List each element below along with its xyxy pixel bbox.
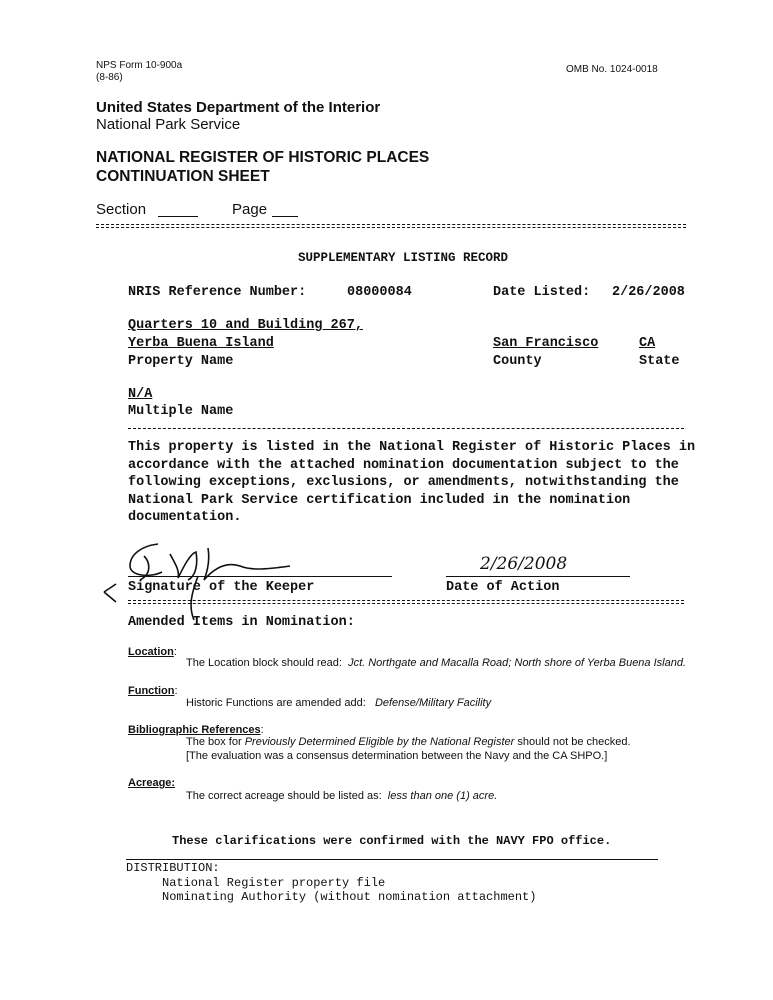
date-action-label: Date of Action [446,580,560,595]
location-label: Location [128,646,174,658]
state-value: CA [639,336,656,351]
page-blank [272,216,298,217]
biblio-text-row2: [The evaluation was a consensus determination between the Navy and the CA SHPO.] [186,750,608,762]
location-value: Jct. Northgate and Macalla Road; North shore of Yerba Buena Island. [348,657,687,669]
section-blank [158,216,198,217]
omb-number: OMB No. 1024-0018 [566,64,658,75]
location-heading: Location: [128,646,177,658]
signature-label: Signature of the Keeper [128,580,315,595]
listing-statement: This property is listed in the National Register of Historic Places in accordance with the attached nomination documentation subject to the following exceptions, exclusions, or amendments, notwithstanding the National Park Service certification included in the nomination documentation. [128,440,696,525]
biblio-text-row1 [186,736,631,748]
department-name: United States Department of the Interior [96,99,381,116]
record-heading: SUPPLEMENTARY LISTING RECORD [298,251,509,265]
statement-divider [128,428,684,430]
keeper-signature-image [100,536,300,622]
property-name-line2: Yerba Buena Island [128,336,274,351]
date-of-action-handwritten: 2/26/2008 [480,554,568,574]
nris-value: 08000084 [347,285,412,300]
biblio-heading: Bibliographic References: [128,724,264,736]
acreage-text-row [186,790,497,802]
function-value: Defense/Military Facility [374,697,492,709]
signature-line [128,576,392,577]
location-text: The Location block should read: [186,657,342,669]
multiple-name-value: N/A [128,387,153,402]
page-title: NATIONAL REGISTER OF HISTORIC PLACES [96,149,430,166]
nris-label: NRIS Reference Number: [128,285,307,300]
multiple-name-label: Multiple Name [128,404,234,419]
signature-divider [128,600,684,604]
distribution-divider [126,859,658,860]
county-value: San Francisco [493,336,599,351]
function-text-row [186,697,491,709]
function-heading: Function: [128,685,178,697]
state-label: State [639,354,680,369]
page-label: Page [232,201,268,218]
location-text-row [186,657,686,669]
biblio-label: Bibliographic References [128,724,261,736]
distribution-item-1: National Register property file [162,876,386,890]
biblio-text-a: The box for [186,736,242,748]
amended-heading: Amended Items in Nomination: [128,615,355,630]
biblio-text-italic: Previously Determined Eligible by the National Register [244,736,515,748]
function-text: Historic Functions are amended add: [186,697,366,709]
function-label: Function [128,685,175,697]
acreage-label: Acreage: [128,777,176,789]
property-name-line1: Quarters 10 and Building 267, [128,318,363,333]
property-name-label: Property Name [128,354,234,369]
date-listed-label: Date Listed: [493,285,591,300]
distribution-item-2: Nominating Authority (without nomination attachment) [162,890,537,904]
county-label: County [493,354,542,369]
service-name: National Park Service [96,116,241,133]
distribution-label: DISTRIBUTION: [126,861,220,875]
biblio-text-b: should not be checked. [517,736,631,748]
form-date: (8-86) [96,72,123,83]
clarification-note: These clarifications were confirmed with the NAVY FPO office. [172,834,612,848]
acreage-text: The correct acreage should be listed as: [186,790,382,802]
acreage-value: less than one (1) acre. [387,790,498,802]
form-number: NPS Form 10-900a [96,60,183,71]
date-listed-value: 2/26/2008 [612,285,685,300]
page-subtitle: CONTINUATION SHEET [96,168,270,185]
section-label: Section [96,201,147,218]
date-action-line [446,576,630,577]
header-divider [96,224,686,228]
